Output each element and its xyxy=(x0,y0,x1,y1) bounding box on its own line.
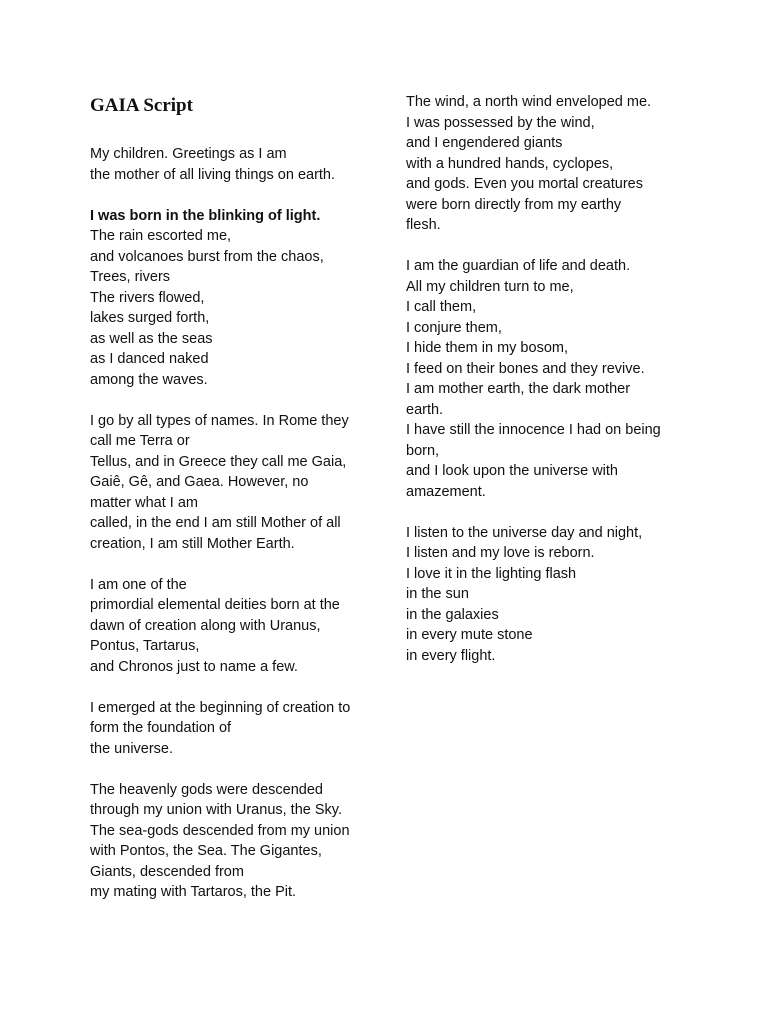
stanza xyxy=(406,523,691,667)
stanza xyxy=(90,780,372,903)
text-line: through my union with Uranus, the Sky. xyxy=(90,802,342,818)
text-line: and Chronos just to name a few. xyxy=(90,658,298,675)
text-line: I hide them in my bosom, xyxy=(406,340,568,356)
text-line: and volcanoes burst from the chaos, xyxy=(90,248,324,265)
text-line: The rain escorted me, xyxy=(90,228,232,244)
stanza xyxy=(90,411,372,555)
text-line: I am the guardian of life and death. xyxy=(406,258,631,274)
bold-text-line: I was born in the blinking of light. xyxy=(90,207,321,224)
text-line: and I engendered giants xyxy=(406,135,563,151)
text-line: I love it in the lighting flash xyxy=(406,565,577,582)
text-line: my mating with Tartaros, the Pit. xyxy=(90,884,297,900)
text-line: lakes surged forth, xyxy=(90,310,210,326)
text-line: Pontus, Tartarus, xyxy=(90,638,200,654)
text-line: I was possessed by the wind, xyxy=(406,114,595,131)
text-line: I feed on their bones and they revive. xyxy=(406,360,645,377)
text-line: with a hundred hands, cyclopes, xyxy=(406,155,614,172)
text-line: call me Terra or xyxy=(90,433,190,449)
text-line: in every mute stone xyxy=(406,627,533,643)
stanza xyxy=(90,206,372,391)
text-line: and gods. Even you mortal creatures xyxy=(406,176,643,192)
stanza xyxy=(406,92,691,236)
text-line: Trees, rivers xyxy=(90,269,171,285)
text-line: as well as the seas xyxy=(90,330,213,347)
text-line: My children. Greetings as I am xyxy=(90,146,287,162)
text-line: in the galaxies xyxy=(406,606,499,623)
text-line: All my children turn to me, xyxy=(406,278,574,295)
text-line: Gaiê, Gê, and Gaea. However, no xyxy=(90,474,309,490)
text-line: The rivers flowed, xyxy=(90,289,205,306)
left-column xyxy=(90,94,372,923)
text-line: and I look upon the universe with xyxy=(406,463,618,479)
text-line: amazement. xyxy=(406,483,486,500)
text-line: I listen and my love is reborn. xyxy=(406,545,595,561)
text-line: with Pontos, the Sea. The Gigantes, xyxy=(90,843,322,859)
text-line: flesh. xyxy=(406,217,441,233)
text-line: form the foundation of xyxy=(90,720,232,736)
text-line: born, xyxy=(406,442,440,459)
text-line: I am mother earth, the dark mother xyxy=(406,381,631,397)
text-line: dawn of creation along with Uranus, xyxy=(90,617,321,634)
stanza xyxy=(406,256,691,502)
text-line: in the sun xyxy=(406,586,469,602)
text-line: the universe. xyxy=(90,740,174,757)
text-line: The heavenly gods were descended xyxy=(90,781,323,798)
text-line: Tellus, and in Greece they call me Gaia, xyxy=(90,453,347,470)
text-line: I go by all types of names. In Rome they xyxy=(90,412,349,429)
stanza xyxy=(90,698,372,760)
right-column xyxy=(406,92,691,687)
document-title: GAIA Script xyxy=(90,95,193,116)
text-line: were born directly from my earthy xyxy=(406,196,622,213)
text-line: as I danced naked xyxy=(90,351,209,367)
text-line: The sea-gods descended from my union xyxy=(90,822,350,839)
stanza xyxy=(90,144,372,185)
text-line: I conjure them, xyxy=(406,319,502,336)
text-line: I listen to the universe day and night, xyxy=(406,524,643,541)
text-line: creation, I am still Mother Earth. xyxy=(90,535,295,552)
text-line: The wind, a north wind enveloped me. xyxy=(406,94,652,110)
stanza xyxy=(90,575,372,678)
text-line: the mother of all living things on earth. xyxy=(90,166,336,183)
text-line: I emerged at the beginning of creation to xyxy=(90,699,351,716)
text-line: matter what I am xyxy=(90,494,198,511)
text-line: I am one of the xyxy=(90,576,187,593)
text-line: Giants, descended from xyxy=(90,863,244,880)
right-stanzas xyxy=(406,92,691,666)
text-line: in every flight. xyxy=(406,647,496,664)
text-line: primordial elemental deities born at the xyxy=(90,597,340,613)
left-stanzas xyxy=(90,144,372,903)
text-line: earth. xyxy=(406,401,444,418)
text-line: among the waves. xyxy=(90,371,208,388)
text-line: called, in the end I am still Mother of all xyxy=(90,515,341,531)
text-line: I call them, xyxy=(406,299,477,315)
text-line: I have still the innocence I had on being xyxy=(406,422,661,438)
